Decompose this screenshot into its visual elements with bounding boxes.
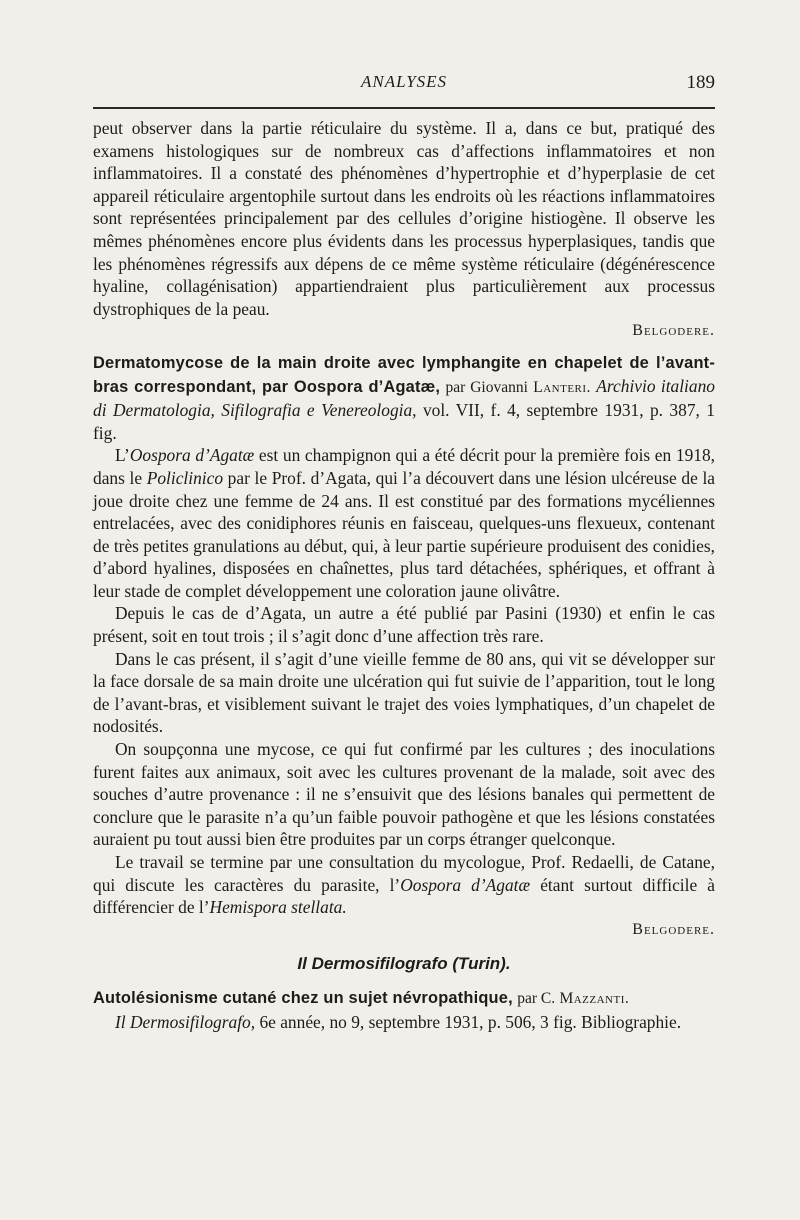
article-by: par Giovanni: [445, 378, 528, 396]
italic-run: Oospora d’Agatæ: [129, 445, 255, 466]
paragraph: [93, 444, 715, 602]
paragraph: Dans le cas présent, il s’agit d’une vieille femme de 80 ans, qui vit se développer sur la face dorsale de sa main droite une ulcération qui fut suivie de l’apparition, tout le long de l’avant-bras, et visiblement suivant le trajet des voies lymphatiques, d’un chapelet de nodosités.: [93, 648, 715, 737]
signature: Belgodere.: [632, 920, 715, 938]
page-content: [93, 117, 715, 1033]
text-run: L’: [115, 445, 130, 466]
paragraph: Depuis le cas de d’Agata, un autre a été publié par Pasini (1930) et enfin le cas présent, soit en tout trois ; il s’agit donc d’une affection très rare.: [93, 603, 715, 647]
text-run: étant surtout difficile à différencier de l’: [93, 874, 715, 918]
article-heading-1: [93, 351, 715, 444]
page-number: 189: [686, 72, 715, 93]
paragraph-continued: peut observer dans la partie réticulaire du système. Il a, dans ce but, pratiqué des examens histologiques sur de nombreux cas d’affections inflammatoires et non inflammatoires. Il a constaté des phénomènes d’hypertrophie et d’hyperplasie de cet appareil réticulaire argentophile surtout dans les endroits où les réactions inflammatoires sont représentées principalement par des cellules d’origine histiogène. Il observe les mêmes phénomènes encore plus évidents dans les processus hyperplasiques, tandis que les phénomènes régressifs aux dépens de ce même système réticulaire (dégénérescence hyaline, collagénisation) appartiendraient plus particulièrement aux processus dystrophiques de la peau.: [93, 118, 715, 319]
italic-run: Hemispora stellata.: [209, 897, 347, 918]
article-journal: Il Dermosifilografo,: [115, 1011, 256, 1032]
running-head: ANALYSES: [360, 72, 448, 91]
page-header: [93, 72, 715, 102]
signature: Belgodere.: [632, 322, 715, 340]
italic-run: Oospora d’Agatæ: [400, 874, 531, 895]
article-author: Mazzanti.: [559, 989, 630, 1007]
article-reference: [93, 1011, 715, 1034]
article-heading-2: [93, 986, 715, 1011]
text-run: est un champignon qui a été décrit pour la première fois en 1918, dans le: [93, 445, 715, 488]
paragraph: [93, 851, 715, 919]
article-citation: 6e année, no 9, septembre 1931, p. 506, 3 fig. Bibliographie.: [259, 1011, 682, 1032]
article-title: Dermatomycose de la main droite avec lymphangite en chapelet de l’avant-bras correspondant, par Oospora d’Agatæ,: [93, 353, 715, 396]
article-by: par C.: [517, 989, 556, 1007]
article-author: Lanteri.: [533, 378, 591, 396]
text-run: Le travail se termine par une consultation du mycologue, Prof. Redaelli, de Catane, qui discute les caractères du parasite, l’: [93, 852, 715, 895]
article-journal: Archivio italiano di Dermatologia, Sifilografia e Venereologia,: [93, 375, 715, 421]
paragraph: On soupçonna une mycose, ce qui fut confirmé par les cultures ; des inoculations furent faites aux animaux, soit avec les cultures provenant de la malade, soit avec des souches d’autre provenance : il ne s’ensuivit que des lésions banales qui permettent de conclure que le parasite n’a qu’un faible pouvoir pathogène et que les lésions constatées auraient pu tout aussi bien être produites par un corps étranger quelconque.: [93, 739, 715, 850]
text-run: par le Prof. d’Agata, qui l’a découvert dans une lésion ulcéreuse de la joue droite chez une femme de 24 ans. Il est constitué par des formations mycéliennes entrelacées, avec des conidiphores réunis en faisceau, quelques-uns flexueux, contenant de très petites granulations au début, qui, à leur partie supérieure produisent des conidies, d’abord hyalines, disposées en chaînettes, plus tard détachées, sphériques, et offrant à leur stade de complet développement une coloration jaune olivâtre.: [93, 467, 716, 601]
section-title: Il Dermosifilografo (Turin).: [297, 954, 511, 974]
header-rule: [93, 107, 715, 109]
article-citation: vol. VII, f. 4, septembre 1931, p. 387, 1 fig.: [93, 400, 715, 443]
italic-run: Policlinico: [146, 467, 224, 488]
article-title: Autolésionisme cutané chez un sujet névropathique,: [93, 988, 513, 1007]
